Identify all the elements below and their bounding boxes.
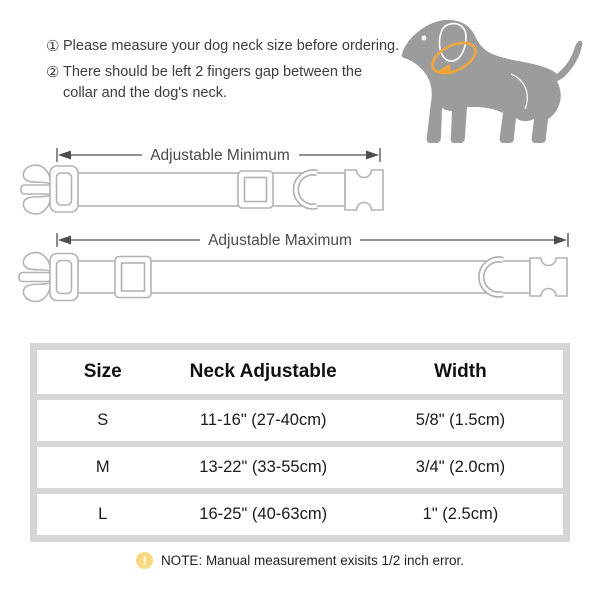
instruction-2-text: There should be left 2 fingers gap between the collar and the dog's neck.: [63, 64, 363, 101]
width-cell: 3/4" (2.0cm): [358, 447, 563, 488]
neck-cell: 13-22" (33-55cm): [169, 447, 358, 488]
female-buckle-icon: [530, 258, 567, 296]
table-row-s: [37, 400, 563, 441]
neck-cell: 16-25" (40-63cm): [169, 494, 358, 535]
instruction-2: [46, 62, 394, 104]
minimum-label: Adjustable Minimum: [150, 147, 290, 164]
instruction-2-number: ②: [46, 64, 60, 81]
table-row-m: [37, 447, 563, 488]
note-text: NOTE: Manual measurement exisits 1/2 inch error.: [160, 553, 465, 568]
collar-diagram-minimum: [0, 143, 400, 225]
column-header-neck-adjustable: Neck Adjustable: [169, 350, 358, 394]
warning-icon: !: [136, 552, 153, 569]
neck-cell: 11-16" (27-40cm): [169, 400, 358, 441]
collar-diagram-maximum: [0, 228, 600, 314]
size-table: [30, 343, 570, 542]
female-buckle-icon: [345, 170, 383, 210]
table-header-row: [37, 350, 563, 394]
instruction-1-text: Please measure your dog neck size before ordering.: [63, 38, 400, 54]
dog-illustration: [393, 12, 591, 148]
male-buckle-icon: [21, 165, 78, 214]
collar-maximum: [19, 253, 567, 302]
instruction-1: [46, 36, 400, 57]
size-cell: S: [37, 400, 169, 441]
note: [0, 552, 600, 569]
male-buckle-icon: [19, 253, 78, 302]
dog-silhouette: [402, 20, 583, 143]
slider-icon: [115, 257, 151, 298]
collar-minimum: [21, 165, 383, 214]
size-cell: M: [37, 447, 169, 488]
slider-icon: [238, 171, 273, 208]
maximum-label: Adjustable Maximum: [208, 232, 352, 249]
instruction-1-number: ①: [46, 38, 60, 55]
measurement-arrow-minimum: [57, 147, 380, 164]
instructions: [46, 36, 400, 109]
size-cell: L: [37, 494, 169, 535]
column-header-size: Size: [37, 350, 169, 394]
width-cell: 5/8" (1.5cm): [358, 400, 563, 441]
dog-eye: [422, 36, 427, 41]
width-cell: 1" (2.5cm): [358, 494, 563, 535]
column-header-width: Width: [358, 350, 563, 394]
measurement-arrow-maximum: [57, 232, 568, 249]
table-row-l: [37, 494, 563, 535]
